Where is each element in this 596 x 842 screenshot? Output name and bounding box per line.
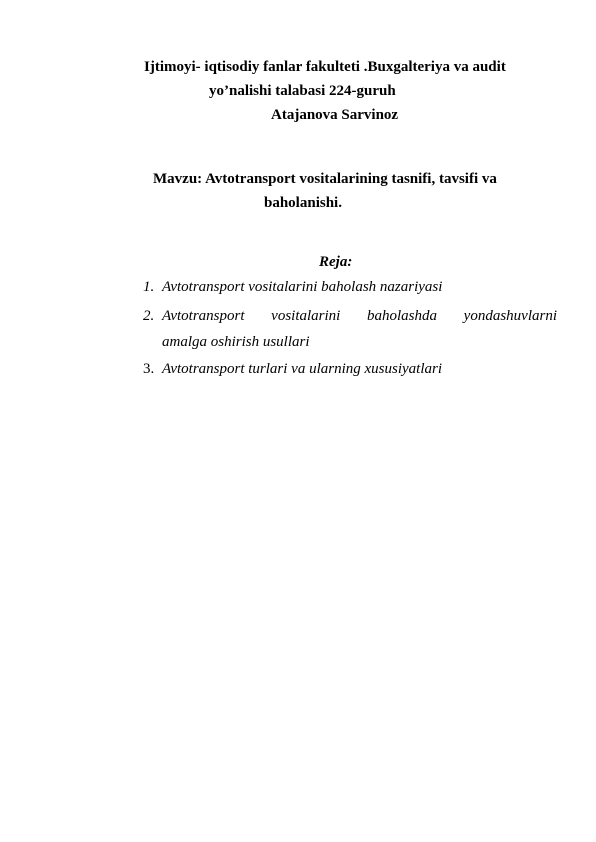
plan-item-2-word-4: yondashuvlarni [463, 308, 557, 324]
plan-item-3-text: Avtotransport turlari va ularning xususiyatlari [162, 361, 443, 377]
plan-item-2-number: 2. [143, 308, 155, 324]
plan-title: Reja: [319, 254, 353, 270]
plan-item-3-number: 3. [143, 361, 155, 377]
plan-item-2-word-3: baholashda [367, 308, 438, 324]
topic-line-1: Mavzu: Avtotransport vositalarining tasnifi, tavsifi va [153, 171, 497, 187]
plan-item-2-first-line [162, 307, 557, 325]
header-student-name: Atajanova Sarvinoz [271, 107, 399, 123]
plan-item-1-text: Avtotransport vositalarini baholash nazariyasi [162, 279, 443, 295]
header-group-line: yo’nalishi talabasi 224-guruh [209, 83, 396, 99]
plan-item-2-continuation: amalga oshirish usullari [162, 334, 310, 350]
header-faculty-line: Ijtimoyi- iqtisodiy fanlar fakulteti .Buxgalteriya va audit [144, 59, 506, 75]
plan-item-1-number: 1. [143, 279, 155, 295]
plan-item-2-word-2: vositalarini [271, 308, 341, 324]
plan-item-2-word-1: Avtotransport [162, 308, 245, 324]
topic-line-2: baholanishi. [264, 195, 342, 211]
